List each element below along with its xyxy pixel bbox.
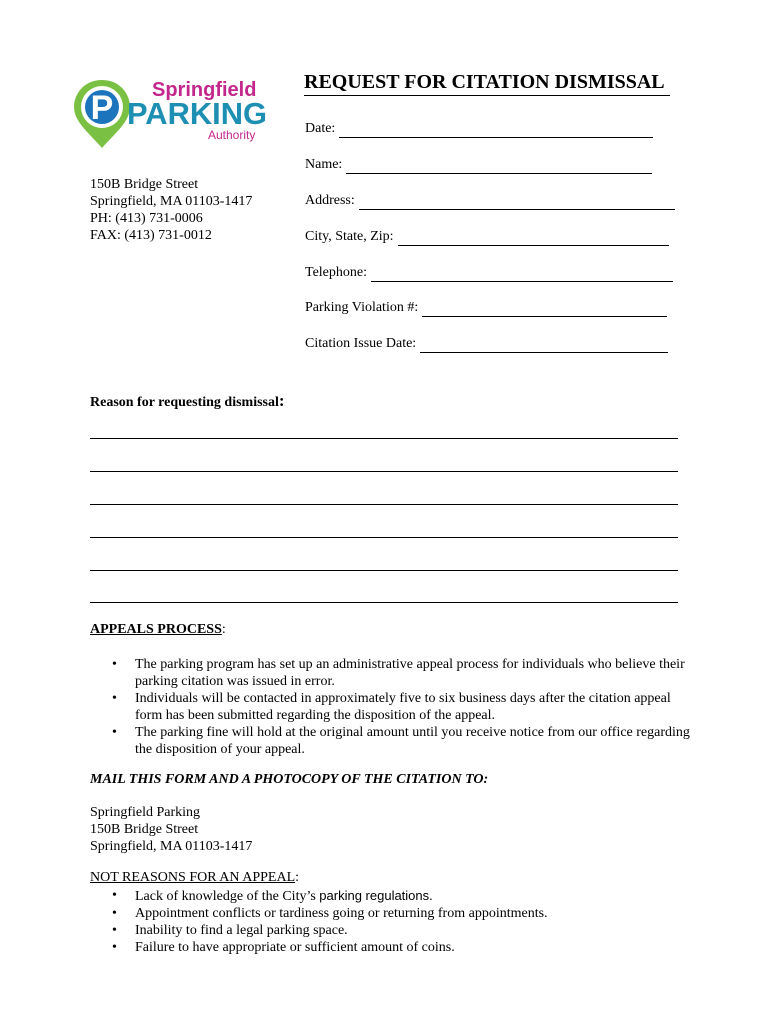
list-item: [90, 887, 710, 905]
field-citation-issue-date: [305, 333, 668, 353]
name-input-line[interactable]: [346, 159, 652, 174]
bullet-icon: •: [112, 940, 117, 955]
field-address-label: Address:: [305, 193, 355, 208]
not-reason-1-text: Lack of knowledge of the City’s: [135, 889, 320, 904]
field-date: [305, 118, 653, 138]
field-telephone: [305, 262, 673, 282]
field-violation-number: [305, 297, 667, 317]
appeals-heading: [90, 622, 226, 638]
appeals-list: [90, 656, 710, 758]
field-name-label: Name:: [305, 157, 343, 172]
org-city: Springfield, MA 01103-1417: [90, 194, 253, 209]
not-reason-4-text: Failure to have appropriate or sufficient amount of coins.: [135, 940, 455, 955]
citation-issue-date-input-line[interactable]: [420, 338, 668, 353]
reason-line-1[interactable]: [90, 438, 678, 439]
mail-name: Springfield Parking: [90, 805, 201, 820]
appeals-item-3-line-2: the disposition of your appeal.: [135, 742, 305, 757]
reason-line-6[interactable]: [90, 602, 678, 603]
svg-text:PARKING: PARKING: [127, 96, 267, 131]
svg-text:P: P: [90, 89, 114, 127]
appeals-heading-colon: :: [221, 622, 226, 637]
springfield-parking-logo: [74, 76, 270, 158]
not-reason-2-text: Appointment conflicts or tardiness going or returning from appointments.: [135, 906, 548, 921]
field-telephone-label: Telephone:: [305, 265, 367, 280]
list-item: [90, 656, 710, 690]
reason-line-3[interactable]: [90, 504, 678, 505]
appeals-item-3-line-1: The parking fine will hold at the original amount until you receive notice from our office regarding: [135, 725, 690, 740]
field-city-label: City, State, Zip:: [305, 229, 394, 244]
field-city-state-zip: [305, 226, 669, 246]
field-issue-date-label: Citation Issue Date:: [305, 336, 417, 351]
reason-label-text: Reason for requesting dismissal: [90, 395, 279, 410]
logo-graphic: [74, 76, 270, 158]
not-reason-1-sans-text: parking regulations.: [319, 888, 433, 903]
appeals-item-1-line-1: The parking program has set up an administrative appeal process for individuals who believe their: [135, 657, 685, 672]
reason-label: [90, 391, 285, 411]
appeals-item-1-line-2: parking citation was issued in error.: [135, 674, 335, 689]
bullet-icon: •: [112, 691, 117, 706]
list-item: [90, 724, 710, 758]
date-input-line[interactable]: [339, 123, 653, 138]
list-item: [90, 905, 710, 922]
reason-line-2[interactable]: [90, 471, 678, 472]
bullet-icon: •: [112, 906, 117, 921]
reason-line-5[interactable]: [90, 570, 678, 571]
not-reason-3-text: Inability to find a legal parking space.: [135, 923, 348, 938]
field-address: [305, 190, 675, 210]
svg-text:Springfield: Springfield: [152, 79, 257, 101]
bullet-icon: •: [112, 725, 117, 740]
form-title: REQUEST FOR CITATION DISMISSAL: [304, 70, 670, 96]
not-reasons-heading-colon: :: [295, 870, 300, 885]
reason-label-colon: :: [278, 391, 285, 410]
list-item: [90, 690, 710, 724]
bullet-icon: •: [112, 923, 117, 938]
telephone-input-line[interactable]: [371, 267, 673, 282]
field-violation-label: Parking Violation #:: [305, 300, 419, 315]
mail-street: 150B Bridge Street: [90, 822, 199, 837]
not-reasons-list: [90, 887, 710, 956]
list-item: [90, 939, 710, 956]
org-street: 150B Bridge Street: [90, 177, 199, 192]
reason-line-4[interactable]: [90, 537, 678, 538]
not-reasons-heading-text: NOT REASONS FOR AN APPEAL: [90, 870, 296, 885]
org-phone: PH: (413) 731-0006: [90, 211, 203, 226]
appeals-item-2-line-1: Individuals will be contacted in approximately five to six business days after the citation appeal: [135, 691, 671, 706]
mail-city: Springfield, MA 01103-1417: [90, 839, 253, 854]
not-reasons-heading: [90, 870, 299, 886]
list-item: [90, 922, 710, 939]
appeals-heading-text: APPEALS PROCESS: [90, 622, 222, 637]
appeals-item-2-line-2: form has been submitted regarding the disposition of the appeal.: [135, 708, 496, 723]
bullet-icon: •: [112, 657, 117, 672]
mail-address: [90, 804, 252, 855]
field-date-label: Date:: [305, 121, 336, 136]
mail-heading: MAIL THIS FORM AND A PHOTOCOPY OF THE CITATION TO:: [90, 772, 489, 787]
org-address: [90, 176, 252, 244]
address-input-line[interactable]: [359, 195, 675, 210]
field-name: [305, 154, 652, 174]
violation-number-input-line[interactable]: [422, 302, 667, 317]
bullet-icon: •: [112, 888, 117, 903]
org-fax: FAX: (413) 731-0012: [90, 228, 212, 243]
city-state-zip-input-line[interactable]: [398, 231, 669, 246]
svg-text:Authority: Authority: [208, 128, 256, 142]
